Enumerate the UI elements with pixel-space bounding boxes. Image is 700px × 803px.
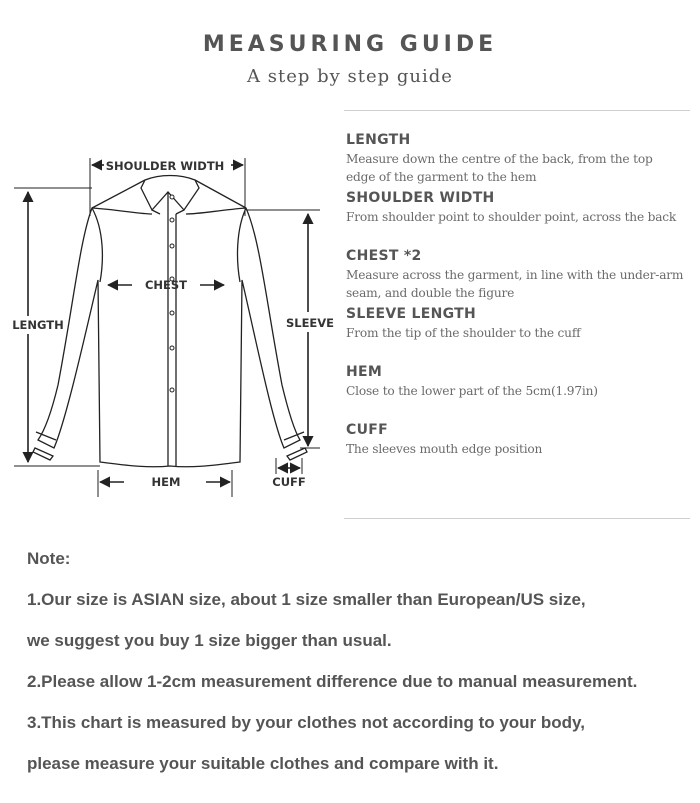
definition-title: CUFF [346,422,388,438]
cuff-label: CUFF [272,475,306,489]
definition-title: SLEEVE LENGTH [346,306,477,322]
definition-text: Measure across the garment, in line with the under-arm [346,268,684,282]
note-line: please measure your suitable clothes and compare with it. [27,754,499,773]
definition-title: CHEST *2 [346,248,422,264]
note-line: 1.Our size is ASIAN size, about 1 size smaller than European/US size, [27,590,586,609]
definition-text: Close to the lower part of the 5cm(1.97in) [346,384,598,398]
definition-length [346,130,692,188]
definition-text: The sleeves mouth edge position [346,442,543,456]
definition-shoulder-width [346,188,692,246]
hem-label: HEM [151,475,181,489]
shirt-buttons [170,195,174,392]
definition-text: From shoulder point to shoulder point, across the back [346,210,677,224]
definition-text: seam, and double the figure [346,286,515,300]
notes-heading: Note: [27,549,71,568]
definition-text: Measure down the centre of the back, from the top [346,152,653,166]
notes-section [27,548,697,794]
page-title: MEASURING GUIDE [202,32,498,57]
note-line: 3.This chart is measured by your clothes not according to your body, [27,713,585,732]
definition-text: From the tip of the shoulder to the cuff [346,326,581,340]
chest-label: CHEST [144,278,188,292]
definition-title: HEM [346,364,383,380]
definition-title: LENGTH [346,132,411,148]
definition-chest [346,246,692,304]
definition-hem [346,362,692,420]
bottom-divider [344,518,690,519]
shoulder-width-label: SHOULDER WIDTH [105,159,225,173]
top-divider [344,110,690,111]
definition-sleeve-length [346,304,692,362]
page-subtitle: A step by step guide [247,66,453,87]
note-line: 2.Please allow 1-2cm measurement difference due to manual measurement. [27,672,638,691]
sleeve-label: SLEEVE [285,316,335,330]
definition-cuff [346,420,692,478]
measurement-definitions [346,130,692,478]
definition-title: SHOULDER WIDTH [346,190,495,206]
note-line: we suggest you buy 1 size bigger than usual. [27,631,392,650]
shirt-diagram [0,150,340,500]
length-label: LENGTH [12,318,64,332]
definition-text: edge of the garment to the hem [346,170,537,184]
